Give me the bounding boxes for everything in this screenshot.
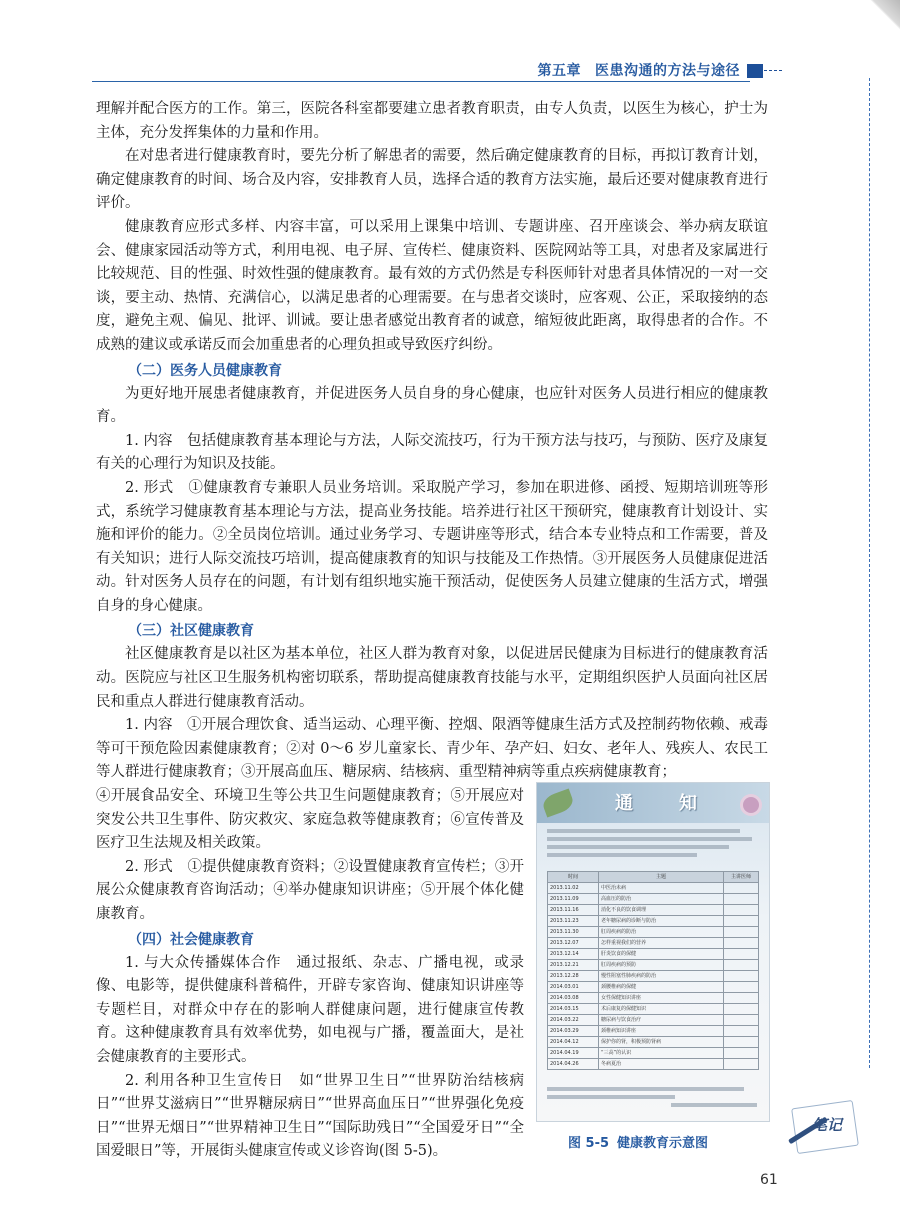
table-cell-time: 2013.11.09 — [548, 894, 599, 905]
table-cell-topic: 老年糖尿病的诊断与防治 — [599, 916, 724, 927]
table-row — [548, 1004, 759, 1015]
table-row — [548, 982, 759, 993]
figure-caption-text: 健康教育示意图 — [617, 1136, 709, 1151]
table-cell-time: 2014.04.26 — [548, 1059, 599, 1070]
table-cell-speaker — [724, 982, 759, 993]
table-row — [548, 960, 759, 971]
notes-label: 笔记 — [812, 1116, 843, 1134]
table-cell-time: 2014.03.29 — [548, 1026, 599, 1037]
header-rule — [92, 81, 750, 82]
table-cell-time: 2013.11.16 — [548, 905, 599, 916]
section-heading-staff: （二）医务人员健康教育 — [128, 362, 282, 379]
table-cell-speaker — [724, 1048, 759, 1059]
header-square-marker — [747, 64, 763, 78]
table-header-topic: 主题 — [599, 872, 724, 883]
table-cell-speaker — [724, 1037, 759, 1048]
flower-icon — [743, 797, 759, 813]
table-body — [548, 883, 759, 1070]
paragraph: 1. 内容 ①开展合理饮食、适当运动、心理平衡、控烟、限酒等健康生活方式及控制药物依赖、戒毒等可干预危险因素健康教育；②对 0～6 岁儿童家长、青少年、孕产妇、妇女、老年人、残疾人、农民工等人群进行健康教育；③开展高血压、糖尿病、结核病、重型精神病等重点疾病健康教育； — [96, 717, 768, 781]
table-cell-speaker — [724, 1004, 759, 1015]
table-cell-topic: 肛周疾病的防治 — [599, 927, 724, 938]
table-cell-time: 2013.11.30 — [548, 927, 599, 938]
table-cell-topic: 消化不良的饮食调理 — [599, 905, 724, 916]
wrapped-column — [96, 785, 524, 1164]
table-row — [548, 1059, 759, 1070]
paragraph: 在对患者进行健康教育时，要先分析了解患者的需要，然后确定健康教育的目标，再拟订教育计划，确定健康教育的时间、场合及内容，安排教育人员，选择合适的教育方法实施，最后还要对健康教育进行评价。 — [96, 148, 768, 212]
header-chapter: 第五章 — [537, 63, 581, 79]
table-row — [548, 1026, 759, 1037]
table-cell-topic: 怎样重视我们的营养 — [599, 938, 724, 949]
table-row — [548, 993, 759, 1004]
table-header-time: 时间 — [548, 872, 599, 883]
table-cell-speaker — [724, 971, 759, 982]
table-cell-topic: 颈椎病知识讲座 — [599, 1026, 724, 1037]
section-heading-community: （三）社区健康教育 — [128, 623, 254, 640]
table-cell-speaker — [724, 960, 759, 971]
leaf-icon — [540, 788, 575, 817]
table-cell-time: 2013.11.23 — [548, 916, 599, 927]
health-education-poster — [536, 782, 770, 1122]
table-row — [548, 1015, 759, 1026]
table-row — [548, 938, 759, 949]
table-cell-speaker — [724, 938, 759, 949]
table-cell-time: 2014.04.12 — [548, 1037, 599, 1048]
table-cell-speaker — [724, 993, 759, 1004]
paragraph: 健康教育应形式多样、内容丰富，可以采用上课集中培训、专题讲座、召开座谈会、举办病友联谊会、健康家园活动等方式，利用电视、电子屏、宣传栏、健康资料、医院网站等工具，对患者及家属进行比较规范、目的性强、时效性强的健康教育。最有效的方式仍然是专科医师针对患者具体情况的一对一交谈，要主动、热情、充满信心，以满足患者的心理需要。在与患者交谈时，应客观、公正，采取接纳的态度，避免主观、偏见、批评、训诫。要让患者感觉出教育者的诚意，缩短彼此距离，取得患者的合作。不成熟的建议或承诺反而会加重患者的心理负担或导致医疗纠纷。 — [96, 218, 768, 353]
paragraph: ④开展食品安全、环境卫生等公共卫生问题健康教育；⑤开展应对突发公共卫生事件、防灾救灾、家庭急救等健康教育；⑥宣传普及医疗卫生法规及相关政策。 — [96, 788, 524, 852]
table-row — [548, 1037, 759, 1048]
table-cell-time: 2014.04.19 — [548, 1048, 599, 1059]
poster-footnote — [547, 1083, 761, 1111]
table-cell-speaker — [724, 1059, 759, 1070]
figure-caption-number: 图 5-5 — [568, 1136, 610, 1151]
paragraph: 理解并配合医方的工作。第三，医院各科室都要建立患者教育职责，由专人负责，以医生为核心，护士为主体，充分发挥集体的力量和作用。 — [96, 101, 768, 141]
table-cell-speaker — [724, 894, 759, 905]
margin-dashed-line — [869, 78, 870, 1068]
table-cell-time: 2014.03.01 — [548, 982, 599, 993]
table-cell-time: 2014.03.22 — [548, 1015, 599, 1026]
table-cell-time: 2013.12.21 — [548, 960, 599, 971]
table-row — [548, 1048, 759, 1059]
table-cell-speaker — [724, 916, 759, 927]
poster-title: 通 知 — [615, 793, 711, 814]
table-cell-topic: 女性保健知识讲座 — [599, 993, 724, 1004]
table-cell-topic: 冬病夏治 — [599, 1059, 724, 1070]
header-dotted-line — [764, 70, 782, 71]
section-heading-society: （四）社会健康教育 — [128, 931, 254, 948]
table-cell-time: 2014.03.15 — [548, 1004, 599, 1015]
lecture-schedule-table — [547, 871, 759, 1070]
paragraph: 2. 形式 ①提供健康教育资料；②设置健康教育宣传栏；③开展公众健康教育咨询活动；④举办健康知识讲座；⑤开展个体化健康教育。 — [96, 858, 524, 922]
table-cell-topic: 肝炎饮食的保健 — [599, 949, 724, 960]
page-number: 61 — [760, 1172, 778, 1188]
paragraph: 1. 内容 包括健康教育基本理论与方法，人际交流技巧，行为干预方法与技巧，与预防、医疗及康复有关的心理行为知识及技能。 — [96, 432, 768, 473]
table-cell-speaker — [724, 949, 759, 960]
paragraph: 2. 形式 ①健康教育专兼职人员业务培训。采取脱产学习，参加在职进修、函授、短期培训班等形式，系统学习健康教育基本理论与方法，提高业务技能。培养进行社区干预研究，健康教育计划设计、实施和评价的能力。②全员岗位培训。通过业务学习、专题讲座等形式，结合本专业特点和工作需要，普及有关知识；进行人际交流技巧培训，提高健康教育的知识与技能及工作热情。③开展医务人员健康促进活动。针对医务人员存在的问题，有计划有组织地实施干预活动，促使医务人员建立健康的生活方式，增强自身的身心健康。 — [96, 479, 768, 614]
table-cell-topic: 糖尿病与饮食治疗 — [599, 1015, 724, 1026]
table-cell-speaker — [724, 1015, 759, 1026]
table-row — [548, 894, 759, 905]
table-cell-topic: 肛周疾病的预防 — [599, 960, 724, 971]
header-chapter-title: 医患沟通的方法与途径 — [595, 63, 740, 79]
table-row — [548, 927, 759, 938]
table-cell-speaker — [724, 1026, 759, 1037]
page-corner-fold — [870, 0, 900, 30]
header-title — [538, 60, 741, 80]
table-cell-speaker — [724, 905, 759, 916]
table-row — [548, 883, 759, 894]
table-row — [548, 905, 759, 916]
paragraph: 1. 与大众传播媒体合作 通过报纸、杂志、广播电视，或录像、电影等，提供健康科普稿件，开辟专家咨询、健康知识讲座等专题栏目，对群众中存在的影响人群健康问题，进行健康宣传教育。这种健康教育具有效率优势，如电视与广播，覆盖面大，是社会健康教育的主要形式。 — [96, 954, 524, 1065]
table-cell-time: 2013.12.07 — [548, 938, 599, 949]
table-cell-topic: 术后康复的保健知识 — [599, 1004, 724, 1015]
table-cell-topic: 中医治未病 — [599, 883, 724, 894]
table-cell-topic: 慢性阻塞性肺疾病的防治 — [599, 971, 724, 982]
table-cell-topic: 高血压的防治 — [599, 894, 724, 905]
notes-icon — [786, 1098, 862, 1158]
figure-5-5 — [536, 782, 768, 1151]
table-cell-time: 2014.03.08 — [548, 993, 599, 1004]
paragraph: 社区健康教育是以社区为基本单位，社区人群为教育对象，以促进居民健康为目标进行的健康教育活动。医院应与社区卫生服务机构密切联系，帮助提高健康教育技能与水平，定期组织医护人员面向社区居民和重点人群进行健康教育活动。 — [96, 646, 768, 710]
table-row — [548, 949, 759, 960]
table-cell-topic: “三高”的认识 — [599, 1048, 724, 1059]
table-row — [548, 971, 759, 982]
figure-caption — [536, 1132, 800, 1151]
table-header-speaker: 主讲医师 — [724, 872, 759, 883]
paragraph: 2. 利用各种卫生宣传日 如“世界卫生日”“世界防治结核病日”“世界艾滋病日”“世界糖尿病日”“世界高血压日”“世界强化免疫日”“世界无烟日”“世界精神卫生日”“国际助残日”“全国爱牙日”“全国爱眼日”等，开展街头健康宣传或义诊咨询(图 5-5)。 — [96, 1072, 524, 1160]
poster-banner — [537, 783, 769, 823]
table-row — [548, 916, 759, 927]
table-cell-topic: 颈腰椎病的保健 — [599, 982, 724, 993]
paragraph: 为更好地开展患者健康教育，并促进医务人员自身的身心健康，也应针对医务人员进行相应的健康教育。 — [96, 385, 768, 426]
table-cell-time: 2013.12.28 — [548, 971, 599, 982]
table-cell-topic: 保护你的肾，积极预防肾病 — [599, 1037, 724, 1048]
table-cell-time: 2013.12.14 — [548, 949, 599, 960]
table-cell-speaker — [724, 927, 759, 938]
poster-intro-text — [547, 825, 761, 869]
running-header — [0, 58, 900, 88]
table-cell-time: 2013.11.02 — [548, 883, 599, 894]
table-cell-speaker — [724, 883, 759, 894]
